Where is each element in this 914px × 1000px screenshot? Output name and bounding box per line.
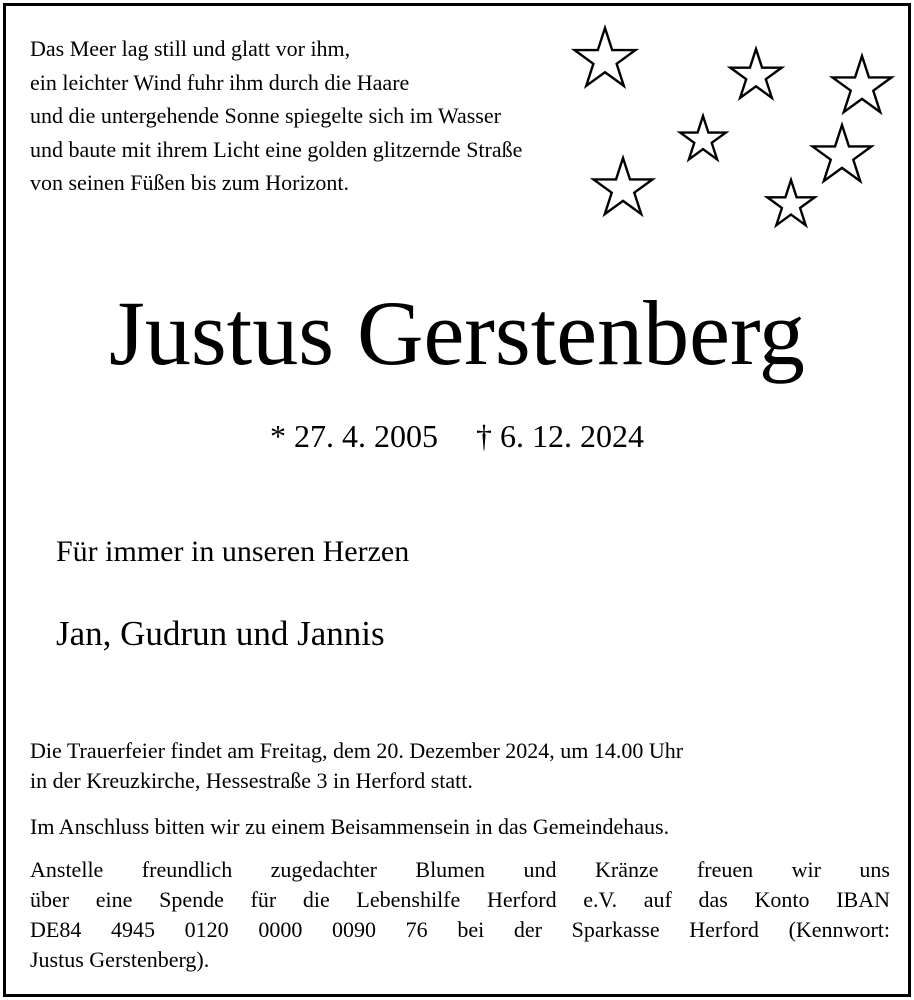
poem — [30, 32, 522, 200]
funeral-line: in der Kreuzkirche, Hessestraße 3 in Herford statt. — [30, 768, 473, 793]
donation-line: über eine Spende für die Lebenshilfe Herford e.V. auf das Konto IBAN — [30, 887, 890, 912]
donation-line: Justus Gerstenberg). — [30, 947, 210, 972]
star-icon — [680, 116, 726, 159]
poem-line: ein leichter Wind fuhr ihm durch die Haare — [30, 69, 410, 95]
star-icon — [833, 56, 892, 112]
donation-line: DE84 4945 0120 0000 0090 76 bei der Sparkasse Herford (Kennwort: — [30, 917, 890, 942]
death-date: † 6. 12. 2024 — [476, 418, 644, 454]
mourners-names: Jan, Gudrun und Jannis — [56, 614, 385, 653]
memorial-motto: Für immer in unseren Herzen — [56, 535, 410, 568]
gathering-note — [30, 812, 890, 842]
star-icon — [594, 158, 653, 214]
poem-line: und baute mit ihrem Licht eine golden glitzernde Straße — [30, 136, 523, 162]
star-icon — [767, 180, 815, 225]
poem-line: Das Meer lag still und glatt vor ihm, — [30, 36, 351, 61]
star-icon — [730, 49, 781, 98]
poem-line: und die untergehende Sonne spiegelte sich im Wasser — [30, 103, 501, 128]
donation-line: Anstelle freundlich zugedachter Blumen und Kränze freuen wir uns — [30, 857, 890, 882]
birth-date: * 27. 4. 2005 — [270, 418, 438, 454]
poem-line: von seinen Füßen bis zum Horizont. — [30, 170, 349, 195]
funeral-details — [30, 736, 890, 796]
gathering-line: Im Anschluss bitten wir zu einem Beisammensein in das Gemeindehaus. — [30, 814, 670, 839]
deceased-name: Justus Gerstenberg — [109, 282, 805, 384]
life-dates — [6, 414, 908, 458]
obituary-notice — [3, 3, 911, 997]
star-icon — [575, 28, 636, 86]
star-icon — [813, 125, 872, 181]
donation-note — [30, 855, 890, 975]
funeral-line: Die Trauerfeier findet am Freitag, dem 20. Dezember 2024, um 14.00 Uhr — [30, 738, 684, 763]
